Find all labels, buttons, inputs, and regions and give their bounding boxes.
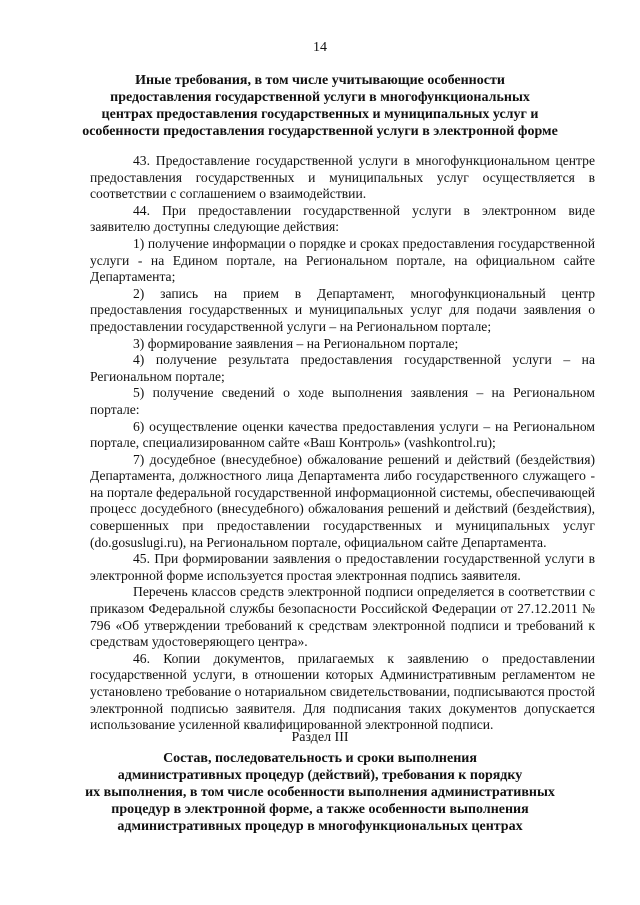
section-title-line: их выполнения, в том числе особенности выполнения административных bbox=[85, 785, 555, 800]
section-title bbox=[60, 750, 580, 835]
section-title-line: процедур в электронной форме, а также особенности выполнения bbox=[111, 802, 529, 817]
list-item: 6) осуществление оценки качества предоставления услуги – на Региональном портале, специализированном сайте «Ваш Контроль» (vashkontrol.ru); bbox=[90, 418, 595, 451]
list-item: 3) формирование заявления – на Региональном портале; bbox=[133, 335, 459, 351]
paragraph: 45. При формировании заявления о предоставлении государственной услуги в электронной форме используется простая электронная подпись заявителя. bbox=[90, 551, 595, 583]
section-heading bbox=[60, 72, 580, 140]
list-item: 2) запись на прием в Департамент, многофункциональный центр предоставления государственных и муниципальных услуг для подачи заявления о предоставлении государственной услуги – на Региональном портале; bbox=[90, 285, 595, 334]
section-title-line: административных процедур в многофункциональных центрах bbox=[117, 819, 523, 834]
paragraph: 44. При предоставлении государственной услуги в электронном виде заявителю доступны следующие действия: bbox=[90, 202, 595, 235]
list-item: 4) получение результата предоставления государственной услуги – на Региональном портале; bbox=[90, 352, 595, 384]
section-title-line: Состав, последовательность и сроки выполнения bbox=[163, 751, 477, 766]
heading-line: предоставления государственной услуги в многофункциональных bbox=[110, 90, 530, 105]
page-number: 14 bbox=[313, 40, 327, 55]
heading-line: особенности предоставления государственной услуги в электронной форме bbox=[82, 124, 558, 139]
list-item: 1) получение информации о порядке и сроках предоставления государственной услуги - на Едином портале, на Региональном портале, на официальном сайте Департамента; bbox=[90, 235, 595, 285]
list-item: 5) получение сведений о ходе выполнения заявления – на Региональном портале: bbox=[90, 385, 595, 417]
paragraph: Перечень классов средств электронной подписи определяется в соответствии с приказом Федеральной службы безопасности Российской Федерации от 27.12.2011 № 796 «Об утверждении требований к средствам электронной подписи и требований к средствам удостоверяющего центра». bbox=[90, 584, 595, 650]
list-item: 7) досудебное (внесудебное) обжалование решений и действий (бездействия) Департамента, должностного лица Департамента либо государственного служащего - на портале федеральной государственной информационной системы, обеспечивающей процесс досудебного (внесудебного) обжалования решений и действий (бездействия), совершенных при предоставлении государственных и муниципальных услуг (do.gosuslugi.ru), на Региональном портале, официальном сайте Департамента. bbox=[90, 451, 595, 550]
heading-line: Иные требования, в том числе учитывающие особенности bbox=[135, 73, 505, 88]
paragraph: 43. Предоставление государственной услуги в многофункциональном центре предоставления государственных и муниципальных услуг осуществляется в соответствии с соглашением о взаимодействии. bbox=[90, 153, 595, 202]
paragraph: 46. Копии документов, прилагаемых к заявлению о предоставлении государственной услуги, в отношении которых Административным регламентом не установлено требование о нотариальном свидетельствовании, подписываются простой электронной подписью заявителя. Для подписания таких документов допускается использование усиленной квалифицированной электронной подписи. bbox=[90, 650, 595, 733]
section-title-line: административных процедур (действий), требования к порядку bbox=[117, 768, 523, 783]
body-text bbox=[90, 153, 595, 734]
section-label: Раздел III bbox=[291, 730, 349, 745]
heading-line: центрах предоставления государственных и муниципальных услуг и bbox=[101, 107, 539, 122]
